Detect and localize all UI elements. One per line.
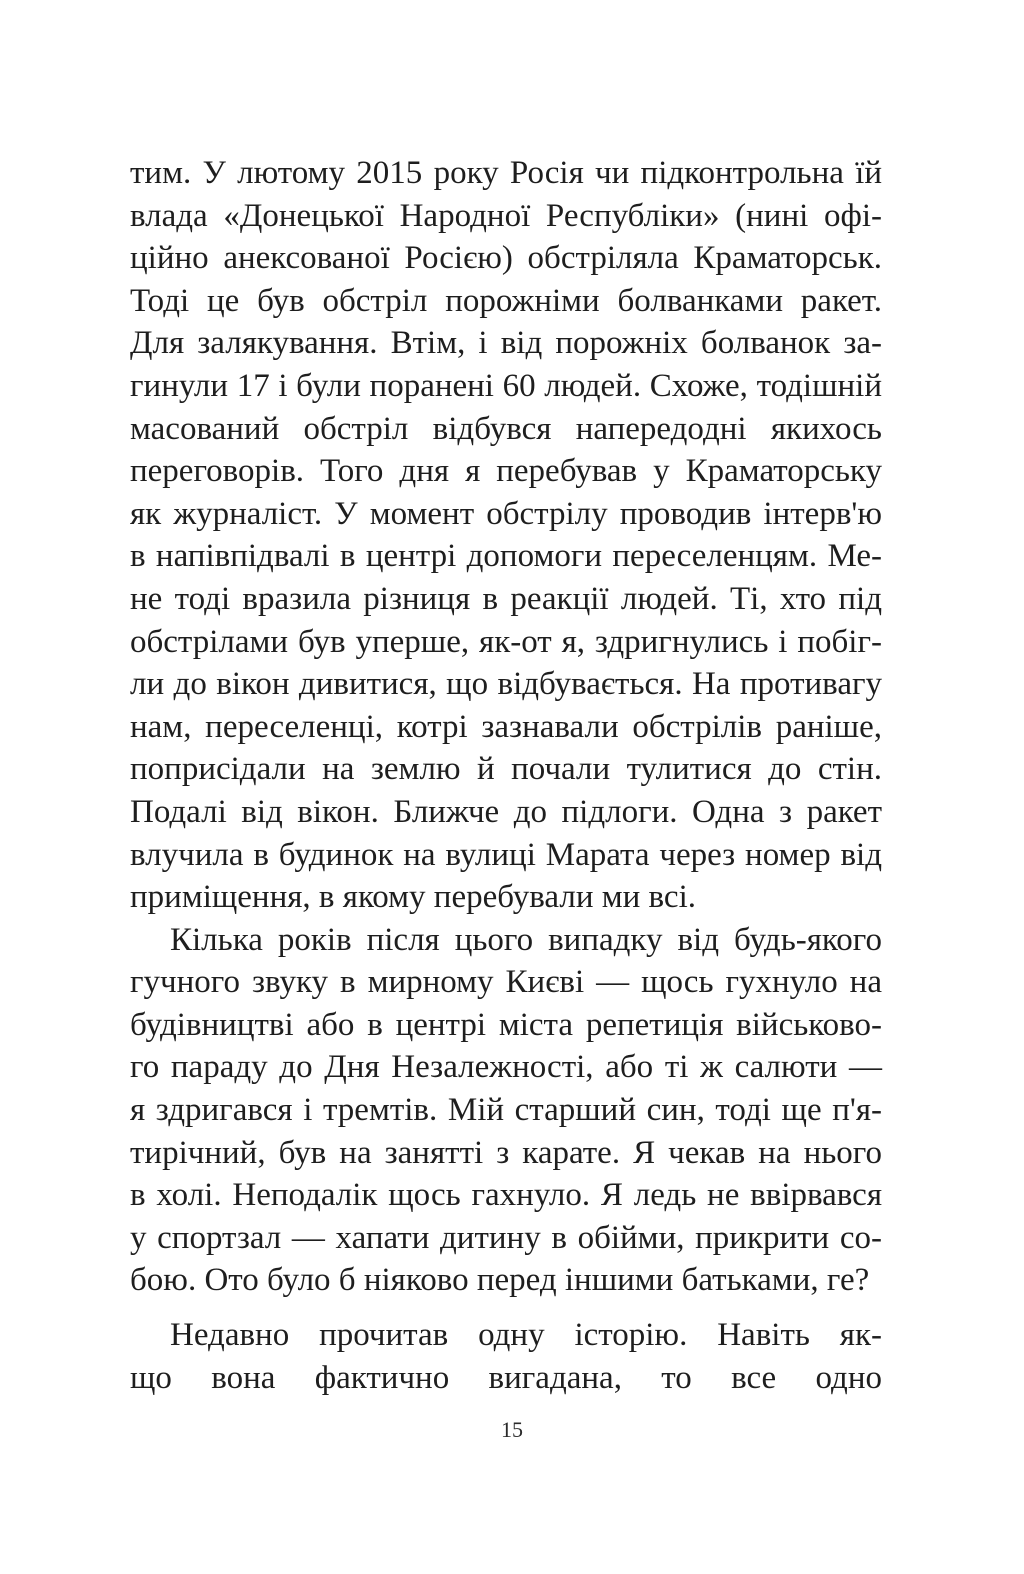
text-line: тирічний, був на занятті з карате. Я чекав на нього [130, 1134, 882, 1171]
text-line: нам, переселенці, котрі зазнавали обстрілів раніше, [130, 708, 882, 745]
text-line: будівництві або в центрі міста репетиція військово- [130, 1006, 882, 1043]
paragraph-gap [130, 1302, 882, 1314]
text-line: я здригався і тремтів. Мій старший син, тоді ще п'я- [130, 1092, 882, 1129]
page-number: 15 [501, 1417, 523, 1442]
text-line: Для залякування. Втім, і від порожніх болванок за- [130, 325, 882, 362]
text-line: бою. Ото було б ніяково перед іншими батьками, ге? [130, 1262, 870, 1299]
text-line: в холі. Неподалік щось гахнуло. Я ледь не ввірвався [130, 1177, 882, 1214]
text-line: в напівпідвалі в центрі допомоги переселенцям. Ме- [130, 538, 882, 575]
text-line: обстрілами був уперше, як-от я, здригнулись і побіг- [130, 623, 882, 660]
text-line: переговорів. Того дня я перебував у Краматорську [130, 453, 882, 490]
text-line: го параду до Дня Незалежності, або ті ж салюти — [130, 1049, 882, 1086]
text-line: як журналіст. У момент обстрілу проводив інтерв'ю [130, 495, 882, 532]
text-line: що вона фактично вигадана, то все одно [130, 1359, 882, 1396]
text-line: поприсідали на землю й почали тулитися до стін. [130, 751, 882, 788]
text-line: Кілька років після цього випадку від будь-якого [170, 921, 882, 958]
text-line: масований обстріл відбувся напередодні якихось [130, 410, 882, 447]
text-line: приміщення, в якому перебували ми всі. [130, 879, 696, 916]
text-line: у спортзал — хапати дитину в обійми, прикрити со- [130, 1219, 882, 1256]
text-line: гучного звуку в мирному Києві — щось гухнуло на [130, 964, 882, 1001]
text-line: ли до вікон дивитися, що відбувається. На противагу [130, 666, 882, 703]
text-line: влада «Донецької Народної Республіки» (нині офі- [130, 197, 882, 234]
text-line: не тоді вразила різниця в реакції людей. Ті, хто під [130, 580, 882, 617]
text-line: ційно анексованої Росією) обстріляла Краматорськ. [130, 240, 882, 277]
page-body-text [130, 152, 882, 1399]
text-line: влучила в будинок на вулиці Марата через номер від [130, 836, 882, 873]
text-line: гинули 17 і були поранені 60 людей. Схоже, тодішній [130, 367, 882, 404]
text-line: Тоді це був обстріл порожніми болванками ракет. [130, 282, 882, 319]
text-line: Недавно прочитав одну історію. Навіть як- [170, 1317, 882, 1354]
text-line: Подалі від вікон. Ближче до підлоги. Одна з ракет [130, 793, 882, 830]
text-line: тим. У лютому 2015 року Росія чи підконтрольна їй [130, 155, 882, 191]
